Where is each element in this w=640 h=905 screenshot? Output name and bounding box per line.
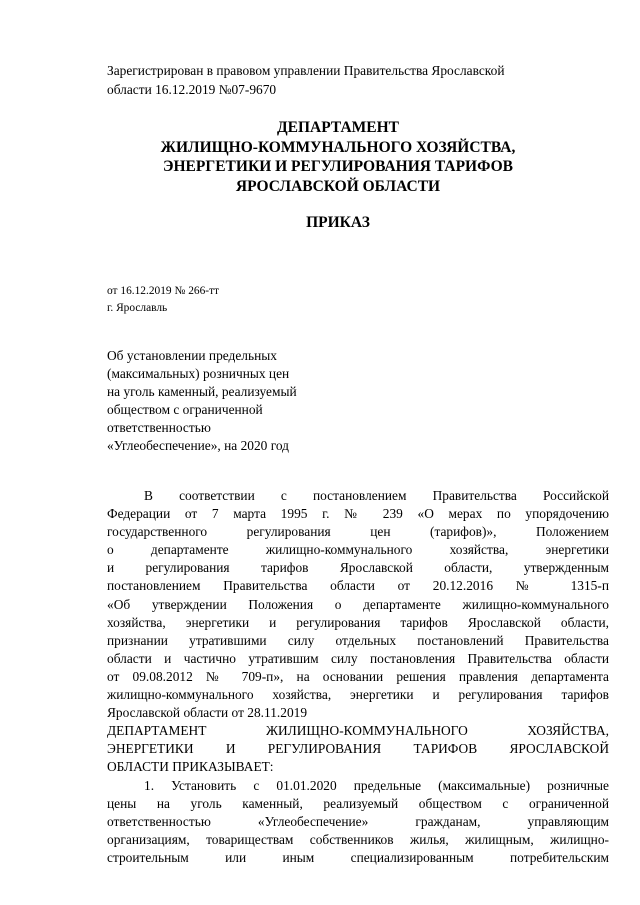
department-line-2: ЖИЛИЩНО-КОММУНАЛЬНОГО ХОЗЯЙСТВА, xyxy=(160,138,516,156)
order-date-number: от 16.12.2019 № 266-тт xyxy=(107,285,220,297)
subject-line: на уголь каменный, реализуемый xyxy=(107,384,297,399)
body-line: области и частично утратившим силу постановления Правительства области xyxy=(107,650,609,666)
body-line: ЭНЕРГЕТИКИ И РЕГУЛИРОВАНИЯ ТАРИФОВ ЯРОСЛАВСКОЙ xyxy=(107,741,609,757)
department-line-3: ЭНЕРГЕТИКИ И РЕГУЛИРОВАНИЯ ТАРИФОВ xyxy=(162,158,514,175)
body-line: «Об утверждении Положения о департаменте жилищно-коммунального xyxy=(107,596,609,612)
body-line: ДЕПАРТАМЕНТ ЖИЛИЩНО-КОММУНАЛЬНОГО ХОЗЯЙСТВА, xyxy=(107,723,609,739)
body-line: цены на уголь каменный, реализуемый обществом с ограниченной xyxy=(107,795,609,811)
body-line: хозяйства, энергетики и регулирования тарифов Ярославской области, xyxy=(107,614,609,630)
body-line: и регулирования тарифов Ярославской области, утвержденным xyxy=(107,560,609,576)
order-city: г. Ярославль xyxy=(107,302,168,314)
subject-line: обществом с ограниченной xyxy=(107,402,263,417)
department-line-4: ЯРОСЛАВСКОЙ ОБЛАСТИ xyxy=(235,177,441,195)
body-line: от 09.08.2012 № 709-п», на основании решения правления департамента xyxy=(107,668,609,684)
body-line: Федерации от 7 марта 1995 г. № 239 «О мерах по упорядочению xyxy=(107,506,609,522)
order-body xyxy=(107,487,609,867)
subject-line: ответственностью xyxy=(107,420,211,435)
body-line: ОБЛАСТИ ПРИКАЗЫВАЕТ: xyxy=(107,759,274,775)
body-line: строительным или иным специализированным потребительским xyxy=(107,849,609,865)
body-line: 1. Установить с 01.01.2020 предельные (максимальные) розничные xyxy=(144,777,609,793)
body-line: жилищно-коммунального хозяйства, энергетики и регулирования тарифов xyxy=(107,687,609,703)
subject-line: «Углеобеспечение», на 2020 год xyxy=(107,438,289,453)
body-line: Ярославской области от 28.11.2019 xyxy=(107,705,308,721)
registration-note xyxy=(107,61,577,99)
body-line: В соответствии с постановлением Правительства Российской xyxy=(144,488,609,503)
registration-line-2: области 16.12.2019 №07-9670 xyxy=(107,82,277,97)
body-line: организациям, товариществам собственников жилья, жилищным, жилищно- xyxy=(107,831,609,847)
subject-line: (максимальных) розничных цен xyxy=(107,366,290,381)
department-line-1: ДЕПАРТАМЕНТ xyxy=(276,119,400,136)
body-line: постановлением Правительства области от 20.12.2016 № 1315-п xyxy=(107,578,609,594)
department-header xyxy=(107,118,569,196)
body-line: государственного регулирования цен (тарифов)», Положением xyxy=(107,524,609,540)
body-line: ответственностью «Углеобеспечение» гражданам, управляющим xyxy=(107,813,609,829)
order-title: ПРИКАЗ xyxy=(306,214,370,231)
body-line: о департаменте жилищно-коммунального хозяйства, энергетики xyxy=(107,542,609,558)
order-meta xyxy=(107,283,219,317)
order-subject xyxy=(107,347,367,455)
body-line: признании утратившими силу отдельных постановлений Правительства xyxy=(107,632,609,648)
registration-line-1: Зарегистрирован в правовом управлении Правительства Ярославской xyxy=(107,63,505,78)
subject-line: Об установлении предельных xyxy=(107,348,277,363)
